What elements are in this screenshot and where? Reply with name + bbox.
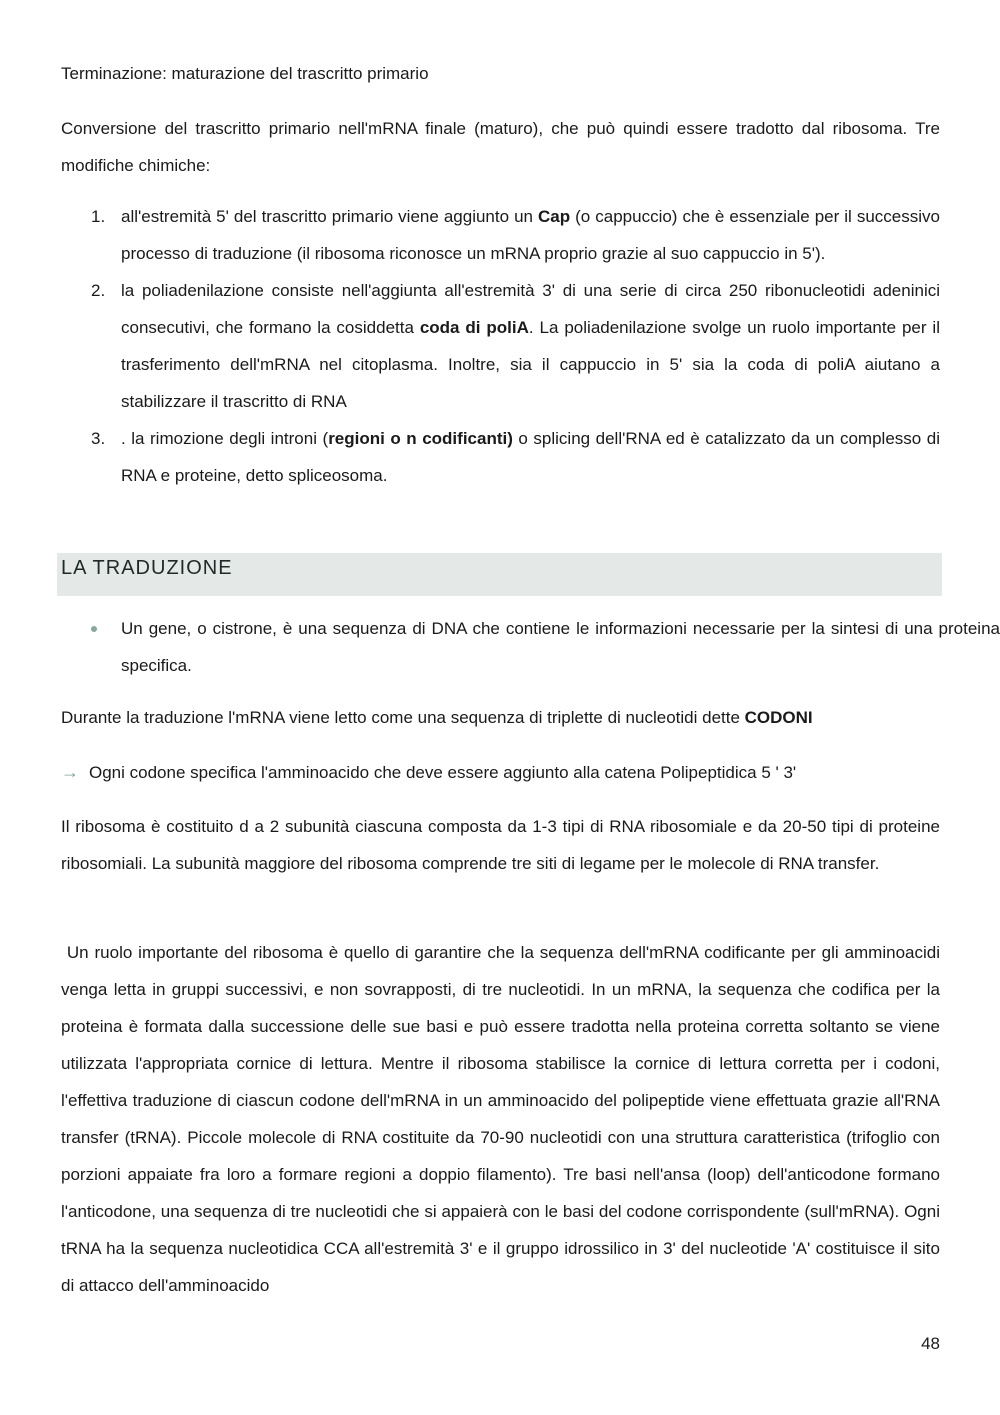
ribosoma-paragraph: Il ribosoma è costituito d a 2 subunità ciascuna composta da 1-3 tipi di RNA ribosomiale e da 20-50 tipi di proteine ribosomiali. La subunità maggiore del ribosoma comprende tre siti di legame per le molecole di RNA transfer. [61,817,940,873]
section-heading: LA TRADUZIONE [61,557,233,579]
modification-list [61,198,940,494]
bold-term: regioni o n codificanti) [328,429,513,448]
codoni-paragraph: Durante la traduzione l'mRNA viene letto come una sequenza di triplette di nucleotidi dette CODONI [61,708,813,727]
section-heading-band [57,553,942,596]
arrow-right-icon: → [61,762,79,782]
list-item: 1. all'estremità 5' del trascritto primario viene aggiunto un Cap (o cappuccio) che è essenziale per il successivo processo di traduzione (il ribosoma riconosce un mRNA proprio grazie al suo cappuccio in 5'). [61,198,940,272]
arrow-note: → Ogni codone specifica l'amminoacido che deve essere aggiunto alla catena Polipeptidica 5 ' 3' [61,754,968,791]
bold-term: Cap [538,207,571,226]
list-item: 2. la poliadenilazione consiste nell'aggiunta all'estremità 3' di una serie di circa 250 ribonucleotidi adeninici consecutivi, che formano la cosiddetta coda di poliA. La poliadenilazione svolge un ruolo importante per il trasferimento dell'mRNA nel citoplasma. Inoltre, sia il cappuccio in 5' sia la coda di poliA aiutano a stabilizzare il trascritto di RNA [61,272,940,420]
bold-term: coda di poliA [419,318,529,337]
ruolo-paragraph: Un ruolo importante del ribosoma è quello di garantire che la sequenza dell'mRNA codificante per gli amminoacidi venga letta in gruppi successivi, e non sovrapposti, di tre nucleotidi. In un mRNA, la sequenza che codifica per la proteina è formata dalla successione delle sue basi e può essere tradotta nella proteina corretta soltanto se viene utilizzata l'appropriata cornice di lettura. Mentre il ribosoma stabilisce la cornice di lettura corretta per i codoni, l'effettiva traduzione di ciascun codone dell'mRNA in un amminoacido del polipeptide viene effettuata grazie all'RNA transfer (tRNA). Piccole molecole di RNA costituite da 70-90 nucleotidi con una struttura caratteristica (trifoglio con porzioni appaiate fra loro a formare regioni a doppio filamento). Tre basi nell'ansa (loop) dell'anticodone formano l'anticodone, una sequenza di tre nucleotidi che si appaierà con le basi del codone corrispondente (sull'mRNA). Ogni tRNA ha la sequenza nucleotidica CCA all'estremità 3' e il gruppo idrossilico in 3' del nucleotide 'A' costituisce il sito di attacco dell'amminoacido [61,943,945,1295]
intro-paragraph: Conversione del trascritto primario nell'mRNA finale (maturo), che può quindi essere tradotto dal ribosoma. Tre modifiche chimiche: [61,119,940,175]
bullet-dot-icon [91,626,97,632]
list-number: 2. [91,281,106,300]
list-number: 1. [91,207,106,226]
page-number: 48 [921,1334,940,1353]
section-title: Terminazione: maturazione del trascritto primario [61,64,429,83]
list-item: 3. . la rimozione degli introni (regioni o n codificanti) o splicing dell'RNA ed è catalizzato da un complesso di RNA e proteine, detto spliceosoma. [61,420,940,494]
bold-term: CODONI [744,708,813,727]
list-number: 3. [91,429,106,448]
bullet-item: Un gene, o cistrone, è una sequenza di DNA che contiene le informazioni necessarie per la sintesi di una proteina specifica. [61,610,1000,684]
